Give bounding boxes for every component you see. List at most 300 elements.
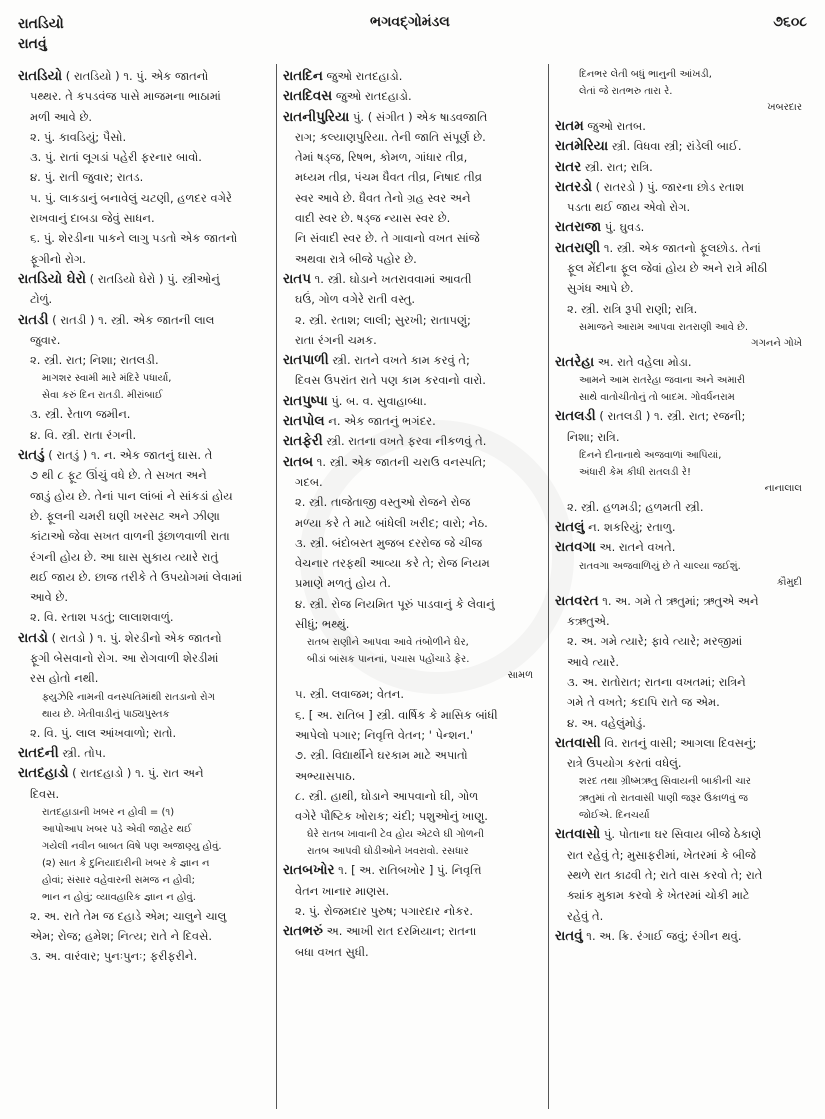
line-text: ઋતુમાં તો રાતવાસી પાણી જરૂર ઉકાળવું જ <box>579 793 748 805</box>
continuation-line <box>283 127 541 147</box>
entry-line <box>283 921 541 941</box>
continuation-line <box>283 806 541 826</box>
line-text: (૨) સાત કે દુનિયાદારીની ખબર કે જ્ઞાન ન <box>42 857 210 869</box>
continuation-line <box>283 370 541 390</box>
continuation-line <box>555 258 810 278</box>
line-text: રાગ; કલ્યાણપુરિયા. તેની જાતિ સંપૂર્ણ છે. <box>295 129 486 144</box>
continuation-line <box>283 942 541 962</box>
quotation-line <box>555 790 810 807</box>
quotation-source <box>555 100 810 116</box>
line-text: વગેરે પૌષ્ટિક ખોરાક; ચંદી; પશુઓનું ખાણુ. <box>295 809 488 824</box>
line-text: ૮. સ્ત્રી. હાથી, ઘોડાને આપવાનો ઘી, ગોળ <box>295 788 479 803</box>
sense-line <box>18 127 272 147</box>
headword: રાતવગા <box>555 539 596 556</box>
continuation-line <box>18 289 272 309</box>
continuation-line <box>283 725 541 745</box>
line-text: મળી આવે છે. <box>30 109 93 124</box>
line-text: ( રાતદહાડો ) ૧. પું. રાત અને <box>68 766 204 781</box>
line-text: અથવા રાત્રે બીજે પહોર છે. <box>295 251 417 266</box>
sense-line <box>555 672 810 692</box>
line-text: નિશા; રાત્રિ. <box>567 429 620 444</box>
line-text: ૪. સ્ત્રી. રોજ નિયમિત પૂરું પાડવાનું કે લેવાનું <box>295 596 495 611</box>
entry-line <box>283 431 541 451</box>
book-title: ભગવદ્ગોમંડલ <box>370 14 450 30</box>
guide-word-first: રાતડિયો <box>18 16 64 32</box>
headword: રાતડો <box>18 629 49 646</box>
quotation-line <box>283 826 541 843</box>
headword: રાતપોલ <box>283 413 325 430</box>
continuation-line <box>555 906 810 926</box>
entry-line <box>555 537 810 557</box>
sense-line <box>555 713 810 733</box>
line-text: નિ સંવાદી સ્વર છે. તે ગાવાનો વખત સાંજે <box>295 231 480 246</box>
line-text: વિ. રાતનું વાસી; આગલા દિવસનું; <box>600 735 757 750</box>
column-1 <box>18 66 272 967</box>
line-text: તેમાં ષડ્જ, રિષભ, કોમળ, ગાંધાર તીવ્ર, <box>295 150 468 165</box>
entry-line <box>555 824 810 844</box>
line-text: સમાજને આરામ આપવા રાતરાણી આવે છે. <box>579 321 749 333</box>
line-text: ( રાતડી ) ૧. સ્ત્રી. એક જાતની લાલ <box>48 312 215 327</box>
line-text: થાય છે. ખેતીવાડીનું પાઠ્યપુસ્તક <box>42 708 170 720</box>
line-text: એમ; રોજ; હમેશ; નિત્ય; રાતે ને દિવસે. <box>30 929 213 944</box>
line-text: ગમે તે વખતે; કદાપિ રાતે જ એમ. <box>567 695 720 710</box>
continuation-line <box>18 526 272 546</box>
line-text: ૧. સ્ત્રી. ઘોડાને ખતરાવવામાં આવતી <box>311 271 472 286</box>
quotation-line <box>18 872 272 889</box>
line-text: ૪. અ. વહેલુંમોડું. <box>567 715 646 730</box>
sense-line <box>18 350 272 370</box>
sense-line <box>283 745 541 765</box>
entry-line <box>555 517 810 537</box>
line-text: સ્ત્રી. તોપ. <box>58 745 106 760</box>
page-number: ૭૬૦૮ <box>773 14 807 30</box>
line-text: સ્થળે રાત કાઢવી તે; રાતે વાસ કરવો તે; રાતે <box>567 868 763 883</box>
continuation-line <box>18 567 272 587</box>
column-divider <box>276 64 277 1109</box>
headword: રાતવું <box>555 927 583 944</box>
line-text: સ્ત્રી. રાત; રાત્રિ. <box>581 159 653 174</box>
line-text: ૫. પું. લાકડાનું બનાવેલું ચટણી, હળદર વગેરે <box>30 190 232 205</box>
continuation-line <box>283 472 541 492</box>
quotation-line <box>18 889 272 906</box>
continuation-line <box>555 692 810 712</box>
sense-line <box>18 425 272 445</box>
line-text: અંધારી કેમ કીધી રાતલડી રે! <box>579 466 691 478</box>
entry-line <box>283 860 541 880</box>
quotation-line <box>555 558 810 575</box>
headword: રાતર <box>555 158 582 175</box>
quotation-line <box>18 689 272 706</box>
entry-line <box>555 406 810 426</box>
continuation-line <box>283 188 541 208</box>
quotation-source <box>555 336 810 352</box>
line-text: લેતાં જે રાતભરુ તારા રે. <box>579 86 673 97</box>
line-text: ન. એક જાતનું ભગંદર. <box>324 414 436 429</box>
continuation-line <box>18 208 272 228</box>
line-text: હોવાં; સંસાર વહેવારની સમજ ન હોવી; <box>42 874 196 886</box>
line-text: વાદી સ્વર છે. ષડ્જ ન્યાસ સ્વર છે. <box>295 211 451 226</box>
line-text: ગયેલી નવીન બાબત વિષે પણ અજાણ્યુ હોવું. <box>42 840 222 852</box>
quotation-source <box>555 481 810 497</box>
quotation-source <box>555 575 810 591</box>
line-text: રાતદહાડાની ખબર ન હોવી = (૧) <box>42 806 175 818</box>
headword: રાતબ <box>283 453 314 470</box>
continuation-line <box>18 784 272 804</box>
continuation-line <box>555 845 810 865</box>
continuation-line <box>283 289 541 309</box>
quotation-line <box>555 83 810 100</box>
line-text: ૪. પું. રાતી જુવાર; રાતડ. <box>30 170 144 185</box>
line-text: પ્રમાણે મળતું હોય તે. <box>295 576 391 591</box>
line-text: રાતા રંગની ચમક. <box>295 332 377 347</box>
headword: રાતભરું <box>283 923 323 940</box>
headword: રાતપુષ્પા <box>283 392 328 409</box>
line-text: આપોઆપ ખબર પડે એવી જાહેર થઈ <box>42 823 192 835</box>
continuation-line <box>18 506 272 526</box>
headword: રાતવાસી <box>555 734 601 751</box>
line-text: બીડાં બાંસક પાનનાં, પચાસ પહોંચાડે ફેર. <box>307 654 470 666</box>
line-text: ફ્યુઝેરિ નામની વનસ્પતિમાંથી રાતડાનો રોગ <box>42 691 215 703</box>
continuation-line <box>555 278 810 298</box>
line-text: ગગનને ગોખે <box>751 337 802 349</box>
line-text: ( રાતડું ) ૧. ન. એક જાતનું ઘાસ. તે <box>44 448 213 463</box>
headword: રાતબખોર <box>283 862 335 879</box>
line-text: ( રાતડિયો ઘેરો ) પું. સ્ત્રીઓનું <box>86 271 220 286</box>
line-text: ૭. સ્ત્રી. વિદ્યાર્થીને ઘરકામ માટે અપાતો <box>295 748 468 763</box>
line-text: ઘેરે રાતબ ખાવાની ટેવ હોય એટલે ઘી ગોળની <box>307 829 484 841</box>
continuation-line <box>18 926 272 946</box>
line-text: જોઈએ. દિનચર્યા <box>579 810 650 822</box>
sense-line <box>283 786 541 806</box>
line-text: ખબરદાર <box>767 102 802 113</box>
entry-line <box>555 116 810 136</box>
sense-line <box>18 607 272 627</box>
quotation-line <box>555 807 810 824</box>
headword: રાતનીપુરિયા <box>283 108 350 125</box>
line-text: સ્ત્રી. રાતને વખતે કામ કરવું તે; <box>328 353 470 368</box>
line-text: ૨. સ્ત્રી. રાત્રિ રૂપી રાણી; રાત્રિ. <box>567 301 698 316</box>
line-text: ૫. સ્ત્રી. લવાજમ; વેતન. <box>295 687 405 702</box>
quotation-line <box>18 838 272 855</box>
line-text: દિવસ. <box>30 786 60 801</box>
line-text: ૨. સ્ત્રી. રાત; નિશા; રાતલડી. <box>30 353 159 368</box>
entry-line <box>18 628 272 648</box>
headword: રાતરાણી <box>555 239 601 256</box>
continuation-line <box>18 668 272 688</box>
line-text: ૩. સ્ત્રી. બંદોબસ્ત મુજબ દરરોજ જે ચીજ <box>295 535 483 550</box>
headword: રાતફેરી <box>283 433 323 450</box>
quotation-line <box>18 370 272 387</box>
continuation-line <box>283 167 541 187</box>
continuation-line <box>18 648 272 668</box>
sense-line <box>283 684 541 704</box>
sense-line <box>18 723 272 743</box>
line-text: ૨. પું. રોજમદાર પુરુષ; પગારદાર નોકર. <box>295 903 473 918</box>
headword: રાતડી <box>18 311 49 328</box>
line-text: ૧. સ્ત્રી. એક જાતની ચરાઉ વનસ્પતિ; <box>313 454 487 469</box>
line-text: સામળ <box>507 670 533 682</box>
sense-line <box>283 594 541 614</box>
headword: રાતડિયો <box>18 68 63 84</box>
sense-line <box>18 906 272 926</box>
line-text: પથ્થર. તે કપડવંજ પાસે માજમના ભાઠામાં <box>30 89 221 104</box>
continuation-line <box>555 197 810 217</box>
headword: રાતલું <box>555 519 585 536</box>
sense-line <box>18 946 272 966</box>
line-text: સ્ત્રી. વિધવા સ્ત્રી; રાંડેલી બાઈ. <box>608 139 742 154</box>
line-text: ગદબ. <box>295 474 323 489</box>
line-text: રસ હોતો નથી. <box>30 671 99 686</box>
continuation-line <box>555 885 810 905</box>
entry-line <box>18 269 272 289</box>
continuation-line <box>18 587 272 607</box>
entry-line <box>18 310 272 330</box>
line-text: ૨. અ. ગમે ત્યારે; ફાવે ત્યારે; મરજીમાં <box>567 634 743 649</box>
line-text: ૨. અ. રાતે તેમ જ દહાડે એમ; ચાલુને ચાલુ <box>30 908 227 923</box>
line-text: પું. ( સંગીત ) એક ષાડવજાતિ <box>349 109 488 124</box>
line-text: રાખવાનું દાબડા જેવું સાધન. <box>30 211 155 226</box>
guide-words <box>18 14 64 54</box>
line-text: માગશર સ્વામી મારે મંદિરે પધાર્યા, <box>42 373 172 385</box>
quotation-line <box>283 634 541 651</box>
continuation-line <box>18 330 272 350</box>
entry-line <box>555 926 810 946</box>
line-text: ક્યાંક મુકામ કરવો કે ખેતરમાં ચોકી માટે <box>567 888 750 903</box>
entry-line <box>18 763 272 783</box>
line-text: થઈ જાય છે. છાજ તરીકે તે ઉપયોગમાં લેવામાં <box>30 569 243 584</box>
line-text: રાત રહેવું તે; મુસાફરીમાં, ખેતરમાં કે બીજે <box>567 847 756 862</box>
headword: રાતમ <box>555 118 584 134</box>
line-text: ઘઉં, ગોળ વગેરે રાતી વસ્તુ. <box>295 292 416 307</box>
line-text: શરદ તથા ગ્રીષ્મઋતુ સિવાયની બાકીની ચાર <box>579 776 751 788</box>
headword: રાતદિવસ <box>283 88 333 105</box>
line-text: જુવાર. <box>30 332 61 347</box>
line-text: આવે ત્યારે. <box>567 654 620 669</box>
line-text: ૬. પું. શેરડીના પાકને લાગુ પડતો એક જાતનો <box>30 231 238 246</box>
line-text: દિનને દીનાનાથે અજવાળાં આપિયાં, <box>579 449 722 461</box>
line-text: કઋતુએ. <box>567 614 610 629</box>
line-text: જુઓ રાતદહાડો. <box>332 89 412 104</box>
entry-line <box>283 66 541 86</box>
line-text: મળ્યા કરે તે માટે બાંધેલી ખરીદ; વારો; નેઠ. <box>295 515 488 530</box>
sense-line <box>18 188 272 208</box>
line-text: જુઓ રાતદહાડો. <box>322 69 403 83</box>
line-text: પું. પોતાના ઘર સિવાય બીજે ઠેકાણે <box>600 827 762 842</box>
entry-line <box>555 157 810 177</box>
line-text: ૧. અ. ગમે તે ઋતુમાં; ઋતુએ અને <box>598 593 759 608</box>
line-text: અ. રાતે વહેલા મોડા. <box>594 354 692 369</box>
entry-line <box>555 217 810 237</box>
sense-line <box>283 901 541 921</box>
line-text: ફૂગી બેસવાનો રોગ. આ રોગવાળી શેરડીમાં <box>30 651 219 666</box>
line-text: ફૂલ મેંદીના ફૂલ જેવાં હોય છે અને રાત્રે મીઠી <box>567 261 768 276</box>
continuation-line <box>18 465 272 485</box>
line-text: રાતબ આપવી ઘોડીઓને ખવરાવો. રસધાર <box>307 846 469 858</box>
quotation-line <box>18 804 272 821</box>
continuation-line <box>555 652 810 672</box>
headword: રાતરાજા <box>555 219 602 236</box>
continuation-line <box>283 573 541 593</box>
sense-line <box>283 310 541 330</box>
sense-line <box>555 631 810 651</box>
line-text: ૩. પું. રાતાં લૂગડાં પહેરી ફરનાર બાવો. <box>30 150 202 165</box>
line-text: ૭ થી ૮ ફૂટ ઊંચું વધે છે. તે સખત અને <box>30 468 207 483</box>
line-text: રંગની હોય છે. આ ઘાસ સુકાય ત્યારે રાતું <box>30 549 219 564</box>
quotation-line <box>555 66 810 83</box>
headword: રાતદની <box>18 744 59 761</box>
line-text: ભાન ન હોવું; વ્યાવહારિક જ્ઞાન ન હોવું. <box>42 891 196 903</box>
line-text: બધા વખત સુધી. <box>295 944 369 959</box>
headword: રાતડિયો ઘેરો <box>18 270 87 287</box>
quotation-line <box>18 821 272 838</box>
entry-line <box>555 177 810 197</box>
headword: રાતપ <box>283 270 311 287</box>
entry-line <box>283 391 541 411</box>
line-text: અ. આખી રાત દરમિયાન; રાતના <box>322 924 477 939</box>
column-divider <box>548 64 549 1109</box>
line-text: કાંટાઓ જેવા સખત વાળની રૂંછાળવાળી રાતા <box>30 529 230 544</box>
line-text: રાતબ રાણીને આપવા આવે તંબોળીને ઘેર, <box>307 637 469 649</box>
line-text: વેચનાર તરફથી આવ્યા કરે તે; રોજ નિયમ <box>295 556 490 571</box>
continuation-line <box>18 249 272 269</box>
headword: રાતલડી <box>555 408 596 425</box>
line-text: ૩. અ. વારંવાર; પુનઃપુનઃ; ફરીફરીને. <box>30 949 198 964</box>
line-text: ૨. વિ. રતાશ પડતું; લાલાશવાળું. <box>30 610 174 625</box>
entry-line <box>18 66 272 86</box>
entry-line <box>283 86 541 106</box>
continuation-line <box>283 249 541 269</box>
guide-word-last: રાતવું <box>18 36 47 52</box>
quotation-line <box>555 319 810 336</box>
line-text: ૬. [ અ. રાતિબ ] સ્ત્રી. વાર્ષિક કે માસિક બાંધી <box>295 707 498 722</box>
continuation-line <box>18 107 272 127</box>
entry-line <box>18 445 272 465</box>
entry-line <box>555 238 810 258</box>
headword: રાતવાસો <box>555 826 601 843</box>
entry-line <box>283 269 541 289</box>
headword: રાતદહાડો <box>18 765 69 782</box>
headword: રાતડું <box>18 447 45 464</box>
headword: રાતમેરિયા <box>555 138 609 155</box>
line-text: રાતવગા અજવાળિયું છે તે ચાલ્યા જઈશું. <box>579 560 741 572</box>
entry-line <box>283 107 541 127</box>
entry-line <box>555 352 810 372</box>
continuation-line <box>283 228 541 248</box>
line-text: સુગંધ આપે છે. <box>567 281 634 296</box>
continuation-line <box>555 753 810 773</box>
quotation-line <box>555 464 810 481</box>
line-text: અ. રાતને વખતે. <box>595 540 676 555</box>
line-text: ( રાતલડી ) ૧. સ્ત્રી. રાત; રજની; <box>595 409 746 424</box>
continuation-line <box>555 865 810 885</box>
line-text: નાનાલાલ <box>764 482 802 494</box>
quotation-line <box>18 706 272 723</box>
line-text: ૨. સ્ત્રી. રતાશ; લાલી; સુરખી; રાતાપણું; <box>295 312 471 327</box>
line-text: ૧. અ. ક્રિ. રંગાઈ જવું; રંગીન થવું. <box>582 928 742 943</box>
sense-line <box>283 492 541 512</box>
entry-line <box>283 452 541 472</box>
line-text: પું. ઘુવડ. <box>601 220 645 235</box>
line-text: સાથે વાતોચીતોનું તો બાદમ. ગોવર્ધનરામ <box>579 392 735 404</box>
line-text: આમને આમ રાતરેહા જવાના અને અમારી <box>579 375 746 387</box>
sense-line <box>18 404 272 424</box>
continuation-line <box>18 547 272 567</box>
line-text: વેતન ખાનાર માણસ. <box>295 883 390 898</box>
quotation-source <box>283 668 541 684</box>
line-text: ૪. વિ. સ્ત્રી. રાતા રંગની. <box>30 427 137 442</box>
continuation-line <box>283 766 541 786</box>
continuation-line <box>18 486 272 506</box>
quotation-line <box>283 651 541 668</box>
line-text: સ્ત્રી. રાતના વખતે ફરવા નીકળવું તે. <box>322 434 487 449</box>
line-text: અભ્યાસપાઠ. <box>295 768 356 783</box>
line-text: ૧. સ્ત્રી. એક જાતનો ફૂલછોડ. તેનાં <box>600 240 761 255</box>
line-text: રાત્રે ઉપયોગ કરતાં વધેલું. <box>567 756 682 771</box>
line-text: ૧. [ અ. રાતિબખોર ] પું. નિવૃત્તિ <box>334 863 482 878</box>
line-text: સેવા કરું દિન રાતડી. મીરાંબાઈ <box>42 390 163 402</box>
entry-line <box>555 733 810 753</box>
line-text: દિનભર લેતી બધું ભાનુની આંખડી, <box>579 69 712 80</box>
line-text: દિવસ ઉપરાંત રાતે પણ કામ કરવાનો વારો. <box>295 373 486 388</box>
continuation-line <box>18 86 272 106</box>
entry-line <box>555 136 810 156</box>
quotation-line <box>555 372 810 389</box>
line-text: છે. ફૂલની ચમરી ઘણી ખરસટ અને ઝીણા <box>30 508 220 523</box>
entry-line <box>18 743 272 763</box>
line-text: ( રાતડો ) ૧. પું. શેરડીનો એક જાતનો <box>48 630 222 645</box>
line-text: પડતા થઈ જાય એવો રોગ. <box>567 200 691 215</box>
line-text: ફૂગીનો રોગ. <box>30 251 86 266</box>
line-text: ૩. અ. રાતોરાત; રાતના વખતમાં; રાત્રિને <box>567 674 746 689</box>
continuation-line <box>283 553 541 573</box>
entry-line <box>283 411 541 431</box>
headword: રાતરડો <box>555 178 593 195</box>
column-2 <box>283 66 541 962</box>
continuation-line <box>283 614 541 634</box>
continuation-line <box>283 147 541 167</box>
entry-line <box>555 591 810 611</box>
line-text: કૌમુદી <box>776 576 802 588</box>
line-text: ( રાતડિયો ) ૧. પું. એક જાતનો <box>62 69 209 83</box>
headword: રાતપાળી <box>283 352 329 369</box>
sense-line <box>283 705 541 725</box>
continuation-line <box>555 427 810 447</box>
line-text: ૨. વિ. પું. લાલ આંખવાળો; રાતો. <box>30 725 177 740</box>
quotation-line <box>18 387 272 404</box>
continuation-line <box>283 330 541 350</box>
sense-line <box>18 228 272 248</box>
headword: રાતવરત <box>555 592 599 609</box>
line-text: આવે છે. <box>30 590 68 605</box>
line-text: જાડું હોય છે. તેનાં પાન લાંબાં ને સાંકડાં હોય <box>30 488 233 503</box>
quotation-line <box>555 773 810 790</box>
continuation-line <box>555 611 810 631</box>
continuation-line <box>283 513 541 533</box>
quotation-line <box>18 855 272 872</box>
sense-line <box>18 147 272 167</box>
line-text: સીધું; ભથ્થું. <box>295 617 350 632</box>
line-text: ( રાતરડો ) પું. જારના છોડ રતાશ <box>592 179 745 194</box>
quotation-line <box>283 843 541 860</box>
line-text: ન. શકરિયું; રતાળુ. <box>584 520 676 535</box>
line-text: ટોળું. <box>30 292 53 307</box>
sense-line <box>283 533 541 553</box>
line-text: આપેલો પગાર; નિવૃત્તિ વેતન; ' પેન્શન.' <box>295 727 474 742</box>
quotation-line <box>555 389 810 406</box>
headword: રાતદિન <box>283 68 323 84</box>
line-text: મધ્યમ તીવ્ર, પંચમ ધૈવત તીવ્ર, નિષાદ તીવ્ર <box>295 170 482 185</box>
line-text: પું. બ. વ. સુવાહાબ્ધા. <box>327 393 427 408</box>
